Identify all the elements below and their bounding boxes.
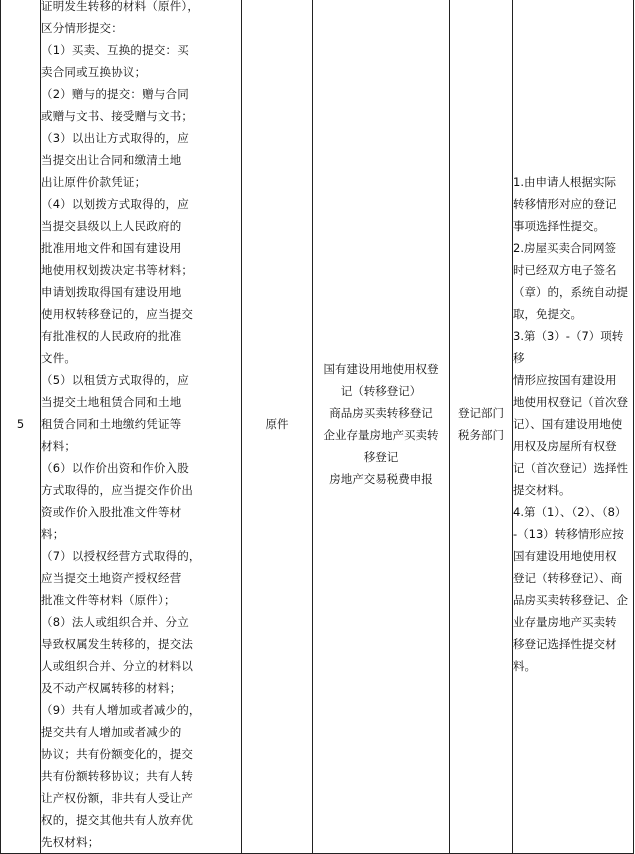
materials-line: 权的，提交其他共有人放弃优: [41, 813, 194, 827]
note-line: 事项选择性提交。: [513, 219, 605, 233]
note-line: 提交材料。: [513, 483, 571, 497]
row-number: 5: [16, 417, 25, 431]
note-line: 记）、国有建设用地使: [513, 417, 623, 431]
materials-line: 卖合同或互换协议；: [41, 65, 147, 79]
item-line: 商品房买卖转移登记: [329, 406, 433, 420]
materials-line: （1）买卖、互换的提交：买: [41, 43, 189, 57]
materials-line: （3）以出让方式取得的，应: [41, 131, 189, 145]
materials-cell: [41, 0, 242, 854]
materials-line: 申请划拨取得国有建设用地: [41, 285, 182, 299]
materials-line: 先权材料；: [41, 835, 100, 849]
materials-line: 批准用地文件和国有建设用: [41, 241, 182, 255]
materials-line: 当提交出让合同和缴清土地: [41, 153, 182, 167]
notes-text: [513, 171, 633, 677]
note-line: 2.房屋买卖合同网签: [513, 241, 616, 255]
materials-line: 当提交县级以上人民政府的: [41, 219, 182, 233]
materials-line: （4）以划拨方式取得的，应: [41, 197, 189, 211]
note-line: 用权及房屋所有权登: [513, 439, 617, 453]
applicable-items: [313, 358, 449, 490]
note-line: 3.第（3）-（7）项转移: [513, 329, 624, 365]
materials-line: 人或组织合并、分立的材料以: [41, 659, 194, 673]
note-line: 记（首次登记）选择性: [513, 461, 628, 475]
materials-line: 文件。: [41, 351, 77, 365]
materials-line: 协议；共有份额变化的，提交: [41, 747, 194, 761]
item-line: 国有建设用地使用权登: [323, 362, 439, 376]
departments: [450, 402, 512, 446]
note-line: -（13）转移情形应按: [513, 527, 624, 541]
materials-line: （7）以授权经营方式取得的，: [41, 549, 201, 563]
note-line: 4.第（1）、（2）、（8）: [513, 505, 627, 519]
materials-line: 让产权份额，非共有人受让产: [41, 791, 194, 805]
materials-line: 应当提交土地资产授权经营: [41, 571, 182, 585]
materials-line: （9）共有人增加或者减少的，: [41, 703, 201, 717]
materials-line: 出让原件价款凭证；: [41, 175, 147, 189]
table-row: [1, 0, 634, 854]
materials-line: 当提交土地租赁合同和土地: [41, 395, 182, 409]
item-line: 记（转移登记）: [340, 384, 422, 398]
note-line: 移登记选择性提交材: [513, 637, 617, 651]
materials-line: （2）赠与的提交：赠与合同: [41, 87, 189, 101]
materials-line: （6）以作价出资和作价入股: [41, 461, 189, 475]
materials-line: 使用权转移登记的，应当提交: [41, 307, 194, 321]
note-line: 时已经双方电子签名: [513, 263, 617, 277]
note-line: 业存量房地产买卖转: [513, 615, 617, 629]
materials-line: 共有份额转移协议；共有人转: [41, 769, 194, 783]
materials-line: （5）以租赁方式取得的，应: [41, 373, 189, 387]
item-line: 企业存量房地产买卖转: [323, 428, 439, 442]
materials-line: 提交共有人增加或者减少的: [41, 725, 182, 739]
material-form: 原件: [265, 417, 289, 431]
note-line: 国有建设用地使用权: [513, 549, 617, 563]
note-line: 料。: [513, 659, 536, 673]
note-line: 情形应按国有建设用: [513, 373, 617, 387]
note-line: 1.由申请人根据实际: [513, 175, 616, 189]
note-line: 转移情形对应的登记: [513, 197, 617, 211]
materials-line: 及不动产权属转移的材料；: [41, 681, 182, 695]
materials-text: [41, 0, 241, 853]
item-line: 移登记: [363, 450, 399, 464]
note-line: 登记（转移登记）、商: [513, 571, 623, 585]
materials-line: 或赠与文书、接受赠与文书；: [41, 109, 194, 123]
materials-line: 料；: [41, 527, 65, 541]
materials-line: 导致权属发生转移的，提交法: [41, 637, 194, 651]
departments-cell: [450, 0, 513, 854]
note-line: 地使用权登记（首次登: [513, 395, 628, 409]
note-line: （章）的，系统自动提: [513, 285, 628, 299]
note-line: 品房买卖转移登记、企: [513, 593, 628, 607]
materials-line: 区分情形提交：: [41, 21, 123, 35]
note-line: 取，免提交。: [513, 307, 582, 321]
row-number-cell: [1, 0, 41, 854]
materials-line: 地使用权划拨决定书等材料；: [41, 263, 194, 277]
department-line: 登记部门: [458, 406, 504, 420]
materials-line: 方式取得的，应当提交作价出: [41, 483, 194, 497]
department-line: 税务部门: [458, 428, 504, 442]
items-cell: [313, 0, 450, 854]
materials-line: 租赁合同和土地缴约凭证等: [41, 417, 182, 431]
materials-line: 批准文件等材料（原件）；: [41, 593, 176, 607]
notes-cell: [513, 0, 634, 854]
form-cell: [242, 0, 313, 854]
materials-line: 材料；: [41, 439, 77, 453]
item-line: 房地产交易税费申报: [329, 472, 433, 486]
materials-line: 有批准权的人民政府的批准: [41, 329, 182, 343]
materials-line: 资或作价入股批准文件等材: [41, 505, 182, 519]
materials-line: （8）法人或组织合并、分立: [41, 615, 189, 629]
materials-line: 证明发生转移的材料（原件），: [41, 0, 200, 13]
